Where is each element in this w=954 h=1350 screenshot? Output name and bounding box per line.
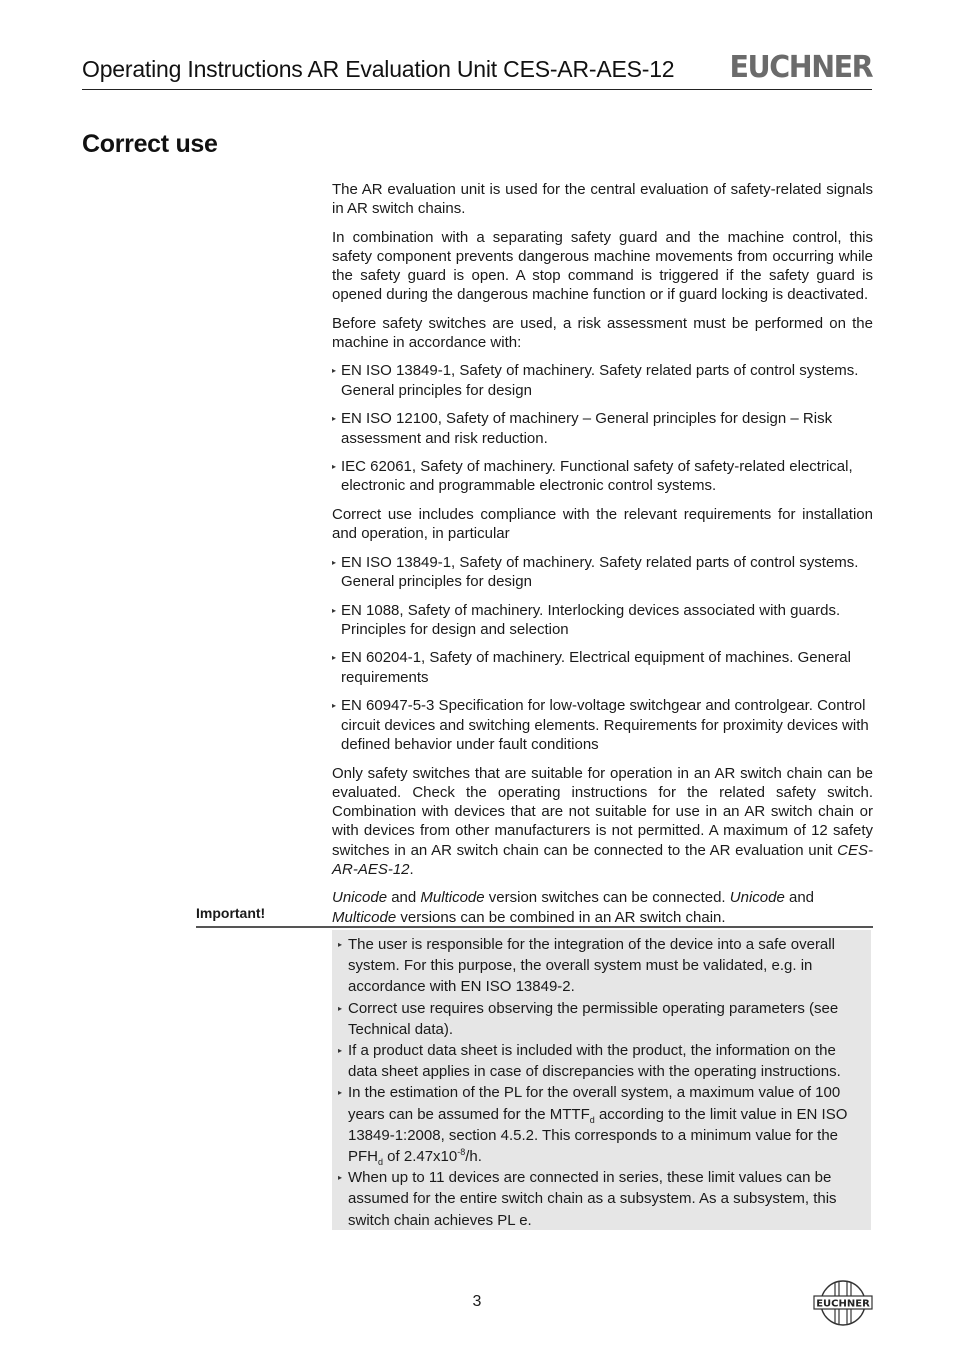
page-number: 3 <box>472 1293 482 1310</box>
triangle-right-icon: ▸ <box>338 1173 343 1183</box>
triangle-right-icon: ▸ <box>338 940 343 949</box>
list-item: ▸ EN 1088, Safety of machinery. Interlocking devices associated with guards. Principles for design and selection <box>332 601 841 638</box>
euchner-footer-logo <box>812 1279 874 1327</box>
important-notes-list <box>338 934 861 1231</box>
triangle-right-icon: ▸ <box>332 557 337 567</box>
paragraph-versions: Unicode and Multicode version switches can be connected. Unicode and Multicode versions can be combined in an AR switch chain. <box>332 889 815 926</box>
list-item: ▸ EN 60947-5-3 Specification for low-voltage switchgear and controlgear. Control circuit devices and switching elements. Requirements for proximity devices with defined behavior under fault conditions <box>332 697 869 753</box>
list-item: ▸ IEC 62061, Safety of machinery. Functional safety of safety-related electrical, electronic and programmable electronic control systems. <box>332 458 853 495</box>
triangle-right-icon: ▸ <box>332 701 337 711</box>
device-name: CES-AR-AES-12 <box>332 841 873 878</box>
triangle-right-icon: ▸ <box>338 1003 343 1013</box>
list-item: ▸ EN ISO 13849-1, Safety of machinery. Safety related parts of control systems. General principles for design <box>332 362 859 399</box>
footer-logo-text: EUCHNER <box>816 1298 870 1310</box>
triangle-right-icon: ▸ <box>338 1046 343 1056</box>
paragraph-risk-assessment: Before safety switches are used, a risk assessment must be performed on the machine in accordance with: <box>332 314 873 352</box>
paragraph-switch-chain: Only safety switches that are suitable for operation in an AR switch chain can be evaluated. Check the operating instructions for the related safety switch. Combination with devices that are not suitable for use in an AR switch chain or with devices from other manufacturers is not permitted. A maximum of 12 safety switches in an AR switch chain can be connected to the AR evaluation unit CES-AR-AES-12. <box>332 764 873 878</box>
triangle-right-icon: ▸ <box>332 653 337 663</box>
important-label: Important! <box>196 905 266 921</box>
list-item: ▸ Correct use requires observing the permissible operating parameters (see Technical data). <box>338 999 839 1038</box>
triangle-right-icon: ▸ <box>332 366 337 376</box>
triangle-right-icon: ▸ <box>332 414 337 424</box>
main-content <box>332 180 873 936</box>
list-item: ▸ In the estimation of the PL for the overall system, a maximum value of 100 years can be assumed for the $MTTF_d$ according to the limit value in EN ISO 13849-1:2008, section 4.5.2. This corresponds to a minimum value for the $PFH_d$ of $2.47x10^{-8}/h$. <box>338 1084 848 1168</box>
important-divider <box>196 926 873 928</box>
list-item: ▸ The user is responsible for the integration of the device into a safe overall system. For this purpose, the overall system must be validated, e.g. in accordance with EN ISO 13849-2. <box>338 936 835 996</box>
list-item: ▸ EN ISO 13849-1, Safety of machinery. Safety related parts of control systems. General principles for design <box>332 553 859 590</box>
important-notes-box <box>332 930 871 1230</box>
triangle-right-icon: ▸ <box>338 1088 343 1098</box>
paragraph-function: In combination with a separating safety guard and the machine control, this safety component prevents dangerous machine movements from occurring while the safety guard is open. A stop command is triggered if the safety guard is opened during the dangerous machine function or if guard locking is deactivated. <box>332 228 873 304</box>
list-item: ▸ EN ISO 12100, Safety of machinery – General principles for design – Risk assessment and risk reduction. <box>332 410 833 447</box>
list-item: ▸ When up to 11 devices are connected in series, these limit values can be assumed for the entire switch chain as a subsystem. As a subsystem, this switch chain achieves PL e. <box>338 1169 837 1229</box>
compliance-standards-list <box>332 553 873 755</box>
document-title: Operating Instructions AR Evaluation Unit CES-AR-AES-12 <box>82 56 675 82</box>
risk-standards-list <box>332 361 873 495</box>
triangle-right-icon: ▸ <box>332 462 337 472</box>
euchner-logo: EUCHNER <box>729 50 872 85</box>
section-title: Correct use <box>82 130 218 158</box>
list-item: ▸ If a product data sheet is included with the product, the information on the data sheet applies in case of discrepancies with the operating instructions. <box>338 1042 841 1081</box>
triangle-right-icon: ▸ <box>332 605 337 615</box>
paragraph-intro: The AR evaluation unit is used for the central evaluation of safety-related signals in AR switch chains. <box>332 181 873 218</box>
list-item: ▸ EN 60204-1, Safety of machinery. Electrical equipment of machines. General requirements <box>332 649 851 686</box>
page-header <box>82 52 872 90</box>
paragraph-compliance: Correct use includes compliance with the relevant requirements for installation and operation, in particular <box>332 506 873 543</box>
